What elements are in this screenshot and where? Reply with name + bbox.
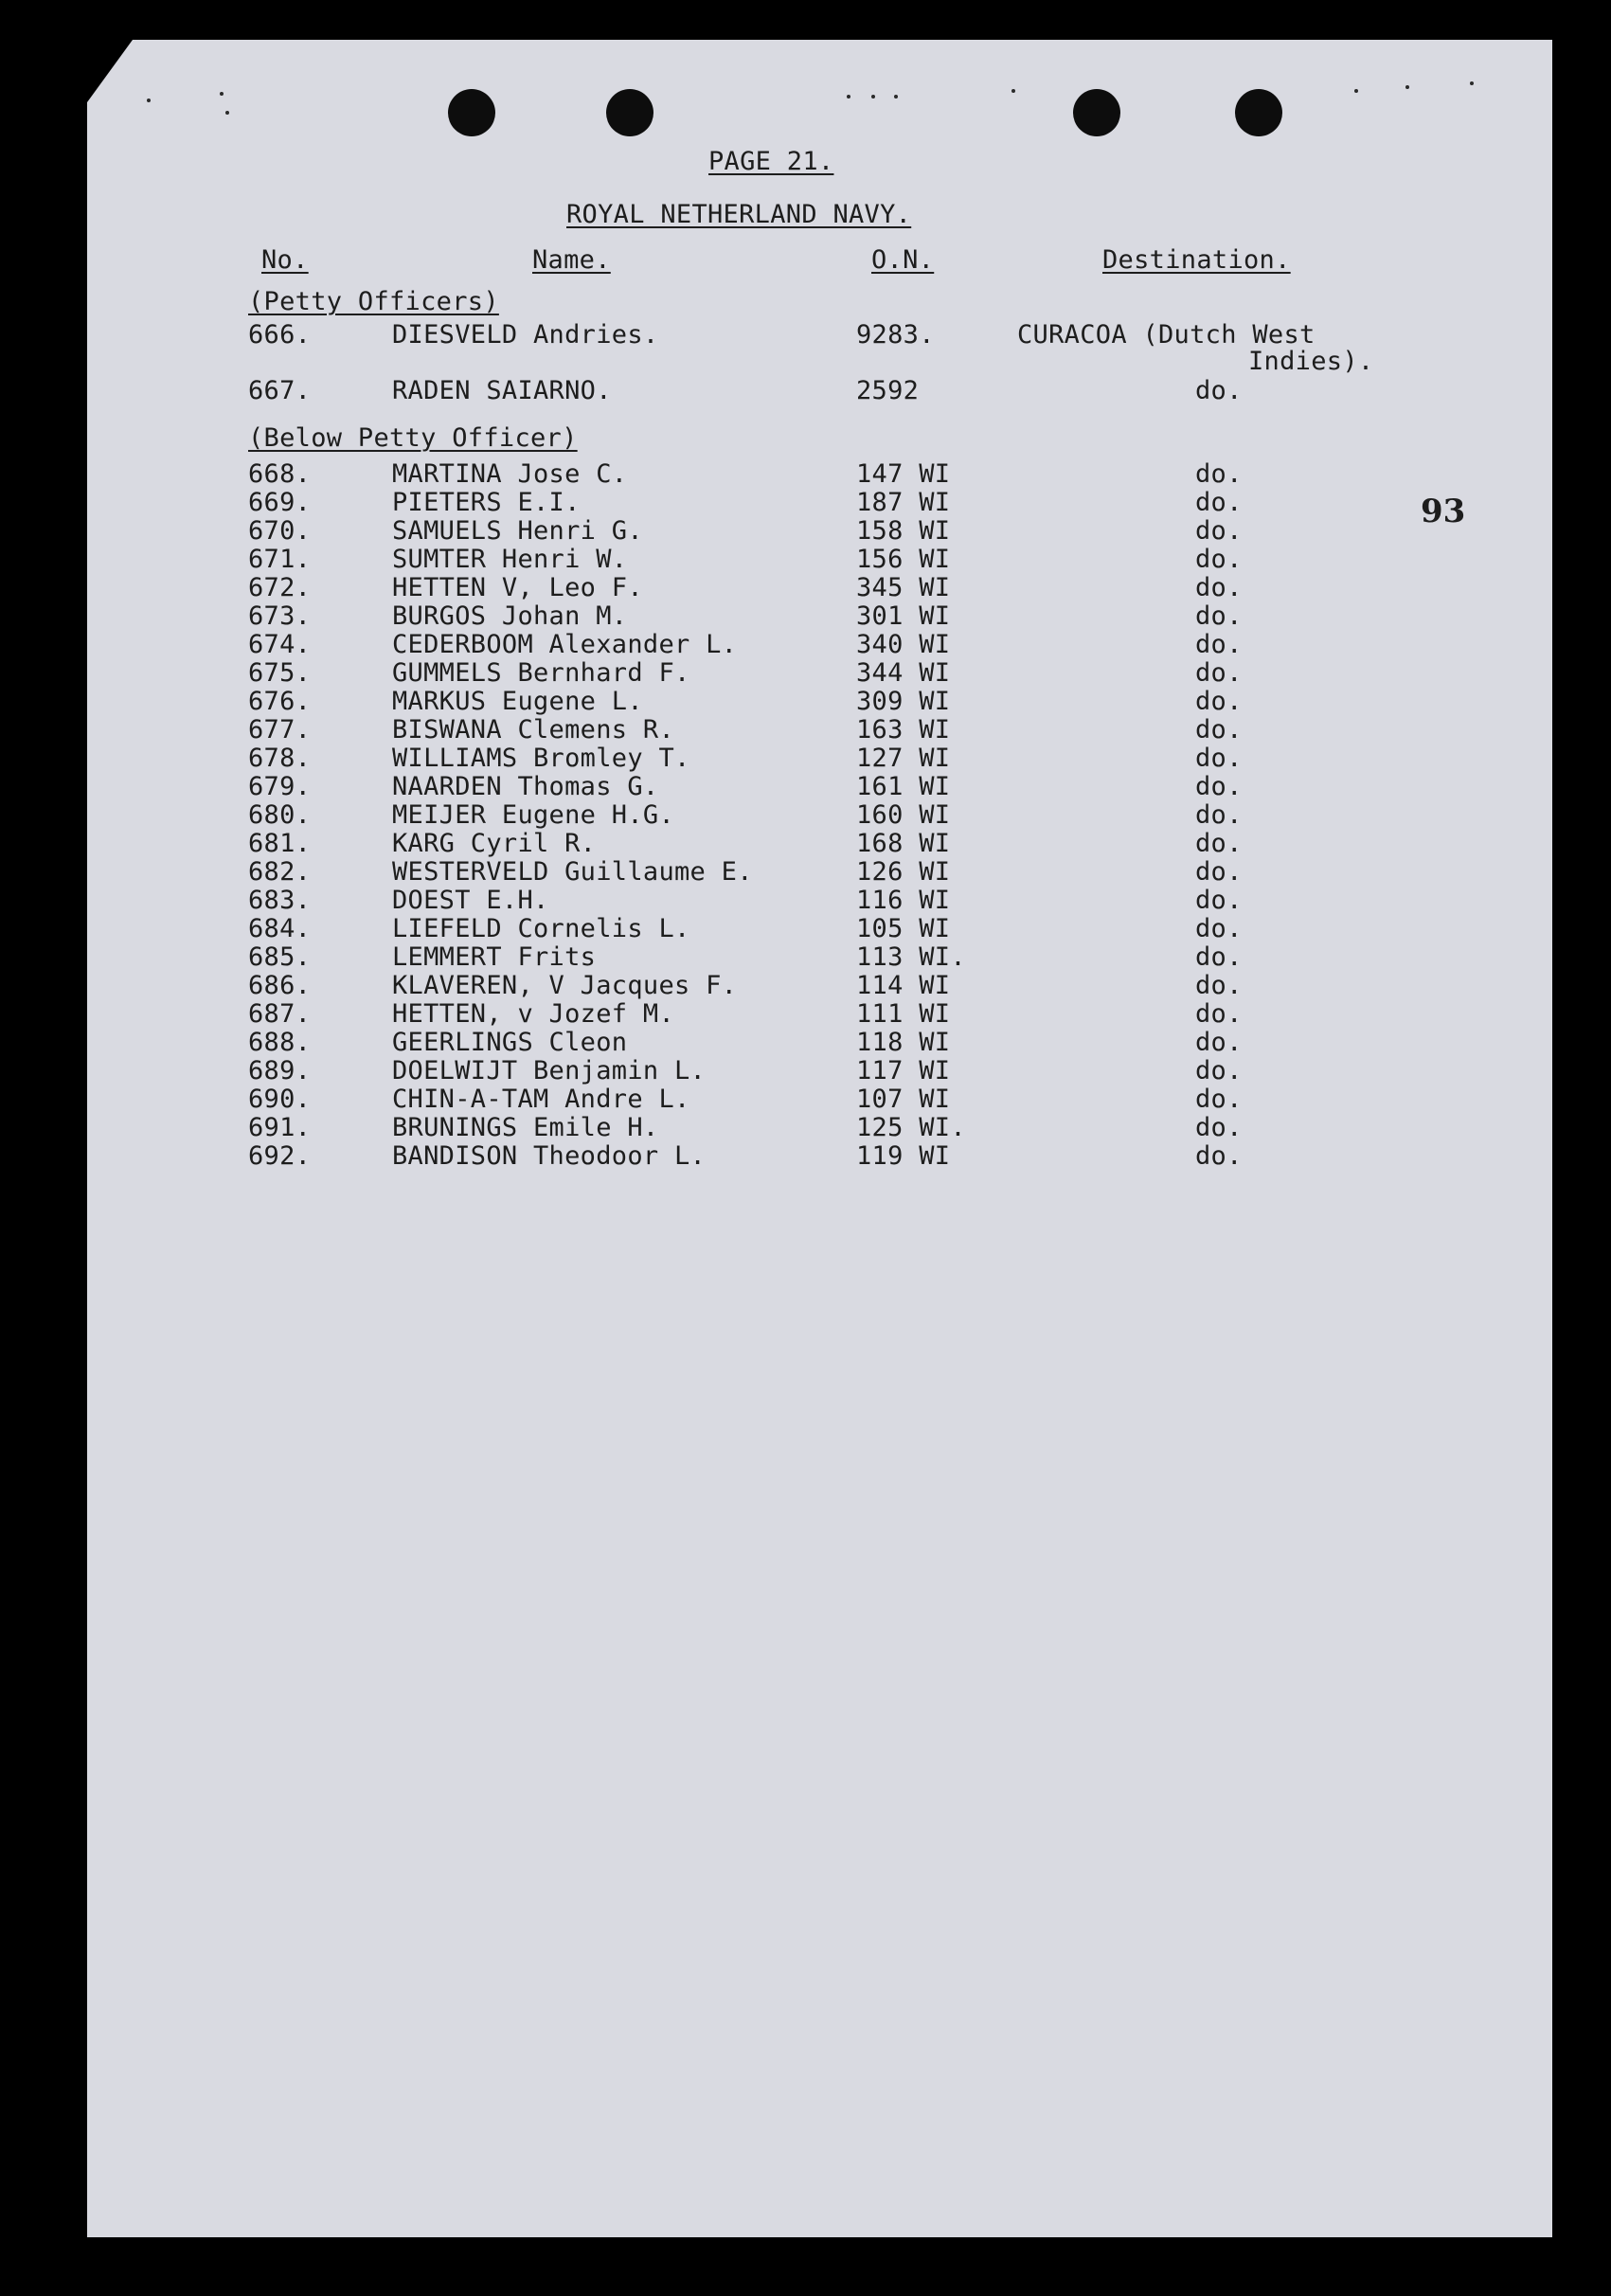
row-destination: do.: [1195, 715, 1243, 744]
row-official-number: 116 WI: [856, 886, 951, 915]
row-number: 671.: [248, 545, 312, 574]
row-official-number: 127 WI: [856, 744, 951, 773]
page-number: PAGE 21.: [708, 147, 834, 176]
row-name: LEMMERT Frits: [392, 942, 597, 972]
row-official-number: 111 WI: [856, 999, 951, 1029]
row-official-number: 161 WI: [856, 772, 951, 801]
row-number: 685.: [248, 942, 312, 972]
row-official-number: 345 WI: [856, 573, 951, 602]
row-name: CHIN-A-TAM Andre L.: [392, 1085, 690, 1114]
row-destination: do.: [1195, 376, 1243, 405]
row-official-number: 156 WI: [856, 545, 951, 574]
row-official-number: 158 WI: [856, 516, 951, 546]
punch-hole: [448, 89, 495, 136]
row-destination: do.: [1195, 914, 1243, 943]
row-name: HETTEN V, Leo F.: [392, 573, 643, 602]
row-name: DOEST E.H.: [392, 886, 549, 915]
row-name: DOELWIJT Benjamin L.: [392, 1056, 707, 1085]
row-destination: do.: [1195, 1085, 1243, 1114]
ink-speck: [894, 95, 898, 99]
row-destination: do.: [1195, 573, 1243, 602]
ink-speck: [1354, 89, 1358, 93]
ink-speck: [220, 92, 224, 96]
row-official-number: 301 WI: [856, 601, 951, 631]
row-destination: do.: [1195, 1028, 1243, 1057]
ink-speck: [1470, 81, 1474, 85]
row-name: SAMUELS Henri G.: [392, 516, 643, 546]
row-number: 691.: [248, 1113, 312, 1142]
row-destination: do.: [1195, 1141, 1243, 1171]
row-number: 686.: [248, 971, 312, 1000]
row-official-number: 187 WI: [856, 488, 951, 517]
row-number: 681.: [248, 829, 312, 858]
row-official-number: 105 WI: [856, 914, 951, 943]
ink-speck: [1011, 89, 1015, 93]
row-destination: do.: [1195, 886, 1243, 915]
row-number: 666.: [248, 320, 312, 350]
column-header-name: Name.: [532, 245, 611, 275]
row-number: 684.: [248, 914, 312, 943]
ink-speck: [871, 95, 875, 99]
row-number: 676.: [248, 687, 312, 716]
punch-hole: [606, 89, 653, 136]
row-name: RADEN SAIARNO.: [392, 376, 612, 405]
row-number: 680.: [248, 800, 312, 830]
row-name: BANDISON Theodoor L.: [392, 1141, 707, 1171]
row-name: BISWANA Clemens R.: [392, 715, 674, 744]
row-number: 687.: [248, 999, 312, 1029]
row-name: DIESVELD Andries.: [392, 320, 659, 350]
row-destination: do.: [1195, 942, 1243, 972]
row-name: KARG Cyril R.: [392, 829, 597, 858]
row-name: BRUNINGS Emile H.: [392, 1113, 659, 1142]
row-official-number: 125 WI.: [856, 1113, 966, 1142]
row-number: 675.: [248, 658, 312, 688]
row-number: 667.: [248, 376, 312, 405]
row-name: PIETERS E.I.: [392, 488, 581, 517]
ink-speck: [225, 111, 229, 115]
row-number: 688.: [248, 1028, 312, 1057]
row-official-number: 117 WI: [856, 1056, 951, 1085]
row-name: BURGOS Johan M.: [392, 601, 628, 631]
column-header-destination: Destination.: [1102, 245, 1291, 275]
section-heading: (Petty Officers): [248, 287, 499, 316]
row-official-number: 114 WI: [856, 971, 951, 1000]
row-destination: do.: [1195, 545, 1243, 574]
row-number: 674.: [248, 630, 312, 659]
row-number: 682.: [248, 857, 312, 887]
row-official-number: 107 WI: [856, 1085, 951, 1114]
row-number: 683.: [248, 886, 312, 915]
row-number: 673.: [248, 601, 312, 631]
row-name: CEDERBOOM Alexander L.: [392, 630, 738, 659]
row-name: HETTEN, v Jozef M.: [392, 999, 674, 1029]
row-number: 677.: [248, 715, 312, 744]
ink-speck: [147, 99, 151, 102]
row-destination: do.: [1195, 601, 1243, 631]
document-title: ROYAL NETHERLAND NAVY.: [566, 200, 912, 229]
row-destination: do.: [1195, 744, 1243, 773]
row-destination: do.: [1195, 516, 1243, 546]
ink-speck: [847, 95, 850, 99]
row-name: WESTERVELD Guillaume E.: [392, 857, 753, 887]
row-destination: do.: [1195, 772, 1243, 801]
row-number: 689.: [248, 1056, 312, 1085]
row-official-number: 168 WI: [856, 829, 951, 858]
row-number: 672.: [248, 573, 312, 602]
row-destination: do.: [1195, 999, 1243, 1029]
row-number: 690.: [248, 1085, 312, 1114]
row-name: MEIJER Eugene H.G.: [392, 800, 674, 830]
row-name: GEERLINGS Cleon: [392, 1028, 628, 1057]
row-destination: do.: [1195, 658, 1243, 688]
row-destination: do.: [1195, 630, 1243, 659]
row-destination: do.: [1195, 971, 1243, 1000]
row-official-number: 147 WI: [856, 459, 951, 489]
row-official-number: 9283.: [856, 320, 935, 350]
column-header-no: No.: [261, 245, 309, 275]
row-destination: do.: [1195, 1056, 1243, 1085]
section-heading: (Below Petty Officer): [248, 423, 578, 453]
row-name: WILLIAMS Bromley T.: [392, 744, 690, 773]
margin-folio-number: 93: [1421, 493, 1466, 530]
row-name: MARTINA Jose C.: [392, 459, 628, 489]
row-official-number: 160 WI: [856, 800, 951, 830]
row-number: 669.: [248, 488, 312, 517]
row-official-number: 2592: [856, 376, 920, 405]
row-number: 679.: [248, 772, 312, 801]
row-name: LIEFELD Cornelis L.: [392, 914, 690, 943]
row-destination: do.: [1195, 687, 1243, 716]
ink-speck: [1405, 85, 1409, 89]
row-destination: do.: [1195, 857, 1243, 887]
row-number: 670.: [248, 516, 312, 546]
row-official-number: 118 WI: [856, 1028, 951, 1057]
row-number: 678.: [248, 744, 312, 773]
row-official-number: 309 WI: [856, 687, 951, 716]
row-destination: do.: [1195, 800, 1243, 830]
column-header-on: O.N.: [871, 245, 935, 275]
row-destination: do.: [1195, 459, 1243, 489]
row-official-number: 126 WI: [856, 857, 951, 887]
row-official-number: 344 WI: [856, 658, 951, 688]
row-name: MARKUS Eugene L.: [392, 687, 643, 716]
row-destination: do.: [1195, 1113, 1243, 1142]
row-number: 668.: [248, 459, 312, 489]
row-destination: do.: [1195, 829, 1243, 858]
row-official-number: 113 WI.: [856, 942, 966, 972]
punch-hole: [1073, 89, 1120, 136]
row-destination: do.: [1195, 488, 1243, 517]
row-official-number: 163 WI: [856, 715, 951, 744]
row-name: KLAVEREN, V Jacques F.: [392, 971, 738, 1000]
row-official-number: 119 WI: [856, 1141, 951, 1171]
row-name: GUMMELS Bernhard F.: [392, 658, 690, 688]
row-name: NAARDEN Thomas G.: [392, 772, 659, 801]
row-official-number: 340 WI: [856, 630, 951, 659]
row-destination: CURACOA (Dutch West: [1017, 320, 1316, 350]
row-name: SUMTER Henri W.: [392, 545, 628, 574]
row-destination-continued: Indies).: [1248, 347, 1374, 376]
punch-hole: [1235, 89, 1282, 136]
row-number: 692.: [248, 1141, 312, 1171]
